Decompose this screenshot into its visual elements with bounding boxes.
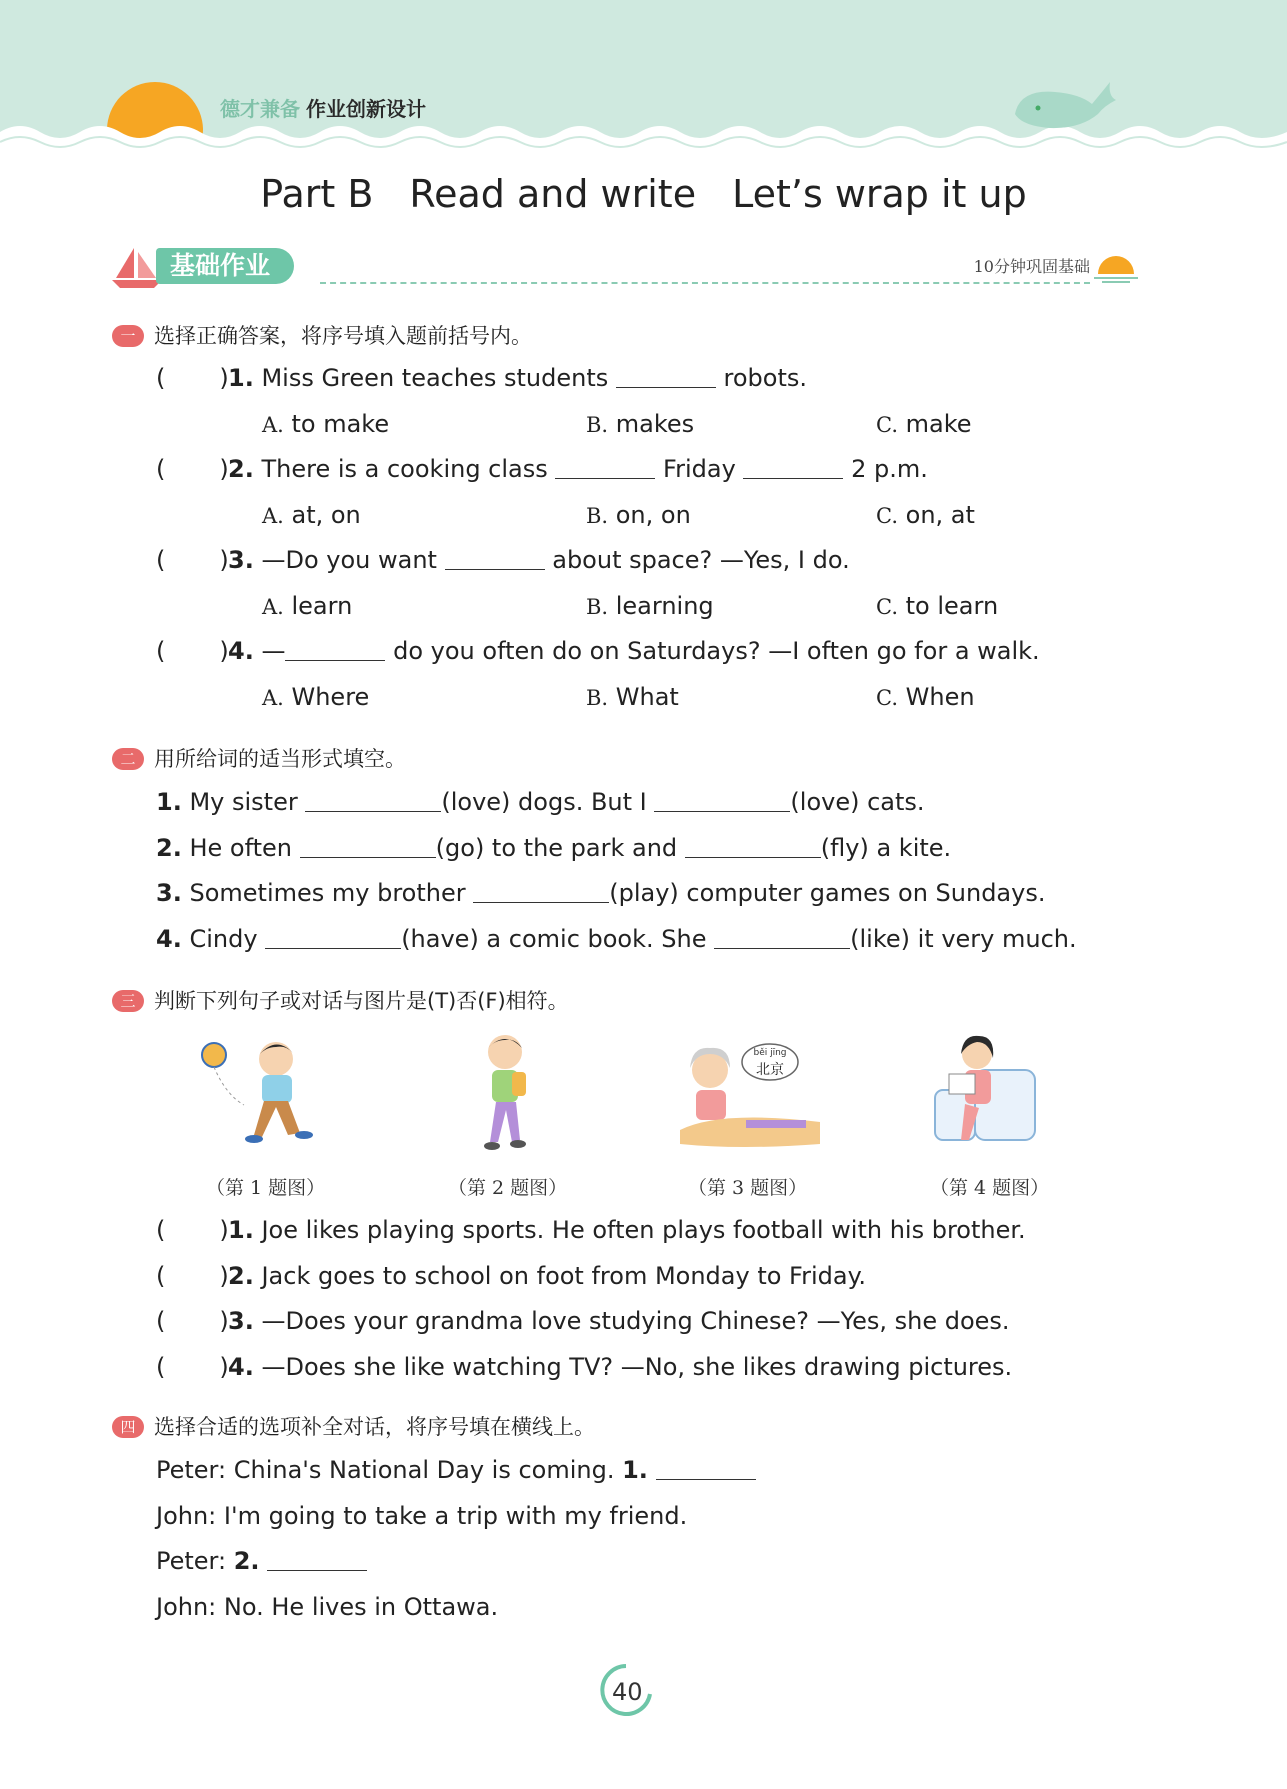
answer-bracket[interactable]: ( ): [156, 637, 229, 665]
answer-bracket[interactable]: ( ): [156, 546, 229, 574]
answer-blank[interactable]: [654, 789, 790, 812]
title-wrap-up: Let’s wrap it up: [732, 172, 1027, 216]
q2-item-4: 4. Cindy (have) a comic book. She (like) it very much.: [156, 925, 1077, 953]
q1-4-option-c: C. When: [876, 683, 975, 711]
answer-blank[interactable]: [305, 789, 441, 812]
answer-blank[interactable]: [685, 835, 821, 858]
q2-badge: 二: [112, 748, 144, 770]
caption-pic-4: （第 4 题图）: [930, 1177, 1050, 1199]
page-header: [0, 0, 1287, 150]
q1-4-option-b: B. What: [586, 683, 679, 711]
bubble-text: 北京: [756, 1062, 784, 1078]
q1-item-4: ( )4. — do you often do on Saturdays? —I often go for a walk.: [156, 637, 1040, 665]
q4-badge: 四: [112, 1416, 144, 1438]
answer-bracket[interactable]: ( ): [156, 1353, 229, 1381]
section-subtitle: 10分钟巩固基础: [973, 257, 1090, 276]
brand-dark: 作业创新设计: [306, 97, 426, 121]
q1-3-option-c: C. to learn: [876, 592, 999, 620]
picture-boy-playing-ball: [196, 1035, 336, 1155]
brand-green: 德才兼备: [220, 97, 300, 121]
q4-heading: [112, 1411, 595, 1441]
answer-blank[interactable]: [445, 547, 545, 570]
answer-blank[interactable]: [265, 926, 401, 949]
title-part: Part B: [260, 172, 374, 216]
q1-1-option-b: B. makes: [586, 410, 695, 438]
answer-blank[interactable]: [285, 638, 385, 661]
section-label: 基础作业: [156, 248, 294, 284]
sunset-icon: [1092, 250, 1140, 284]
q4-line-1: Peter: China's National Day is coming. 1.: [156, 1456, 756, 1484]
answer-bracket[interactable]: ( ): [156, 1307, 229, 1335]
q3-heading: [112, 985, 569, 1015]
q2-item-3: 3. Sometimes my brother (play) computer games on Sundays.: [156, 879, 1046, 907]
q3-item-3: ( )3. —Does your grandma love studying Chinese? —Yes, she does.: [156, 1307, 1010, 1335]
sailboat-icon: [112, 246, 162, 290]
answer-blank[interactable]: [473, 880, 609, 903]
q1-3-option-a: A. learn: [262, 592, 353, 620]
q1-2-option-b: B. on, on: [586, 501, 691, 529]
q4-instruction: 选择合适的选项补全对话，将序号填在横线上。: [154, 1415, 595, 1439]
page-title: [0, 172, 1287, 216]
q3-item-2: ( )2. Jack goes to school on foot from Monday to Friday.: [156, 1262, 866, 1290]
answer-bracket[interactable]: ( ): [156, 1216, 229, 1244]
caption-pic-2: （第 2 题图）: [448, 1177, 568, 1199]
q2-heading: [112, 743, 406, 773]
caption-pic-3: （第 3 题图）: [688, 1177, 808, 1199]
answer-blank[interactable]: [616, 365, 716, 388]
answer-bracket[interactable]: ( ): [156, 1262, 229, 1290]
brand-title: [220, 93, 426, 122]
q4-line-4: John: No. He lives in Ottawa.: [156, 1593, 499, 1621]
q3-instruction: 判断下列句子或对话与图片是(T)否(F)相符。: [154, 989, 569, 1013]
title-read-write: Read and write: [409, 172, 697, 216]
q1-item-1: ( )1. Miss Green teaches students robots.: [156, 364, 807, 392]
answer-bracket[interactable]: ( ): [156, 364, 229, 392]
answer-blank[interactable]: [267, 1548, 367, 1571]
page-number: 40: [612, 1678, 643, 1706]
q1-3-option-b: B. learning: [586, 592, 714, 620]
bubble-pinyin: běi jīng: [753, 1048, 787, 1058]
q1-heading: [112, 320, 532, 350]
q2-item-2: 2. He often (go) to the park and (fly) a kite.: [156, 834, 952, 862]
answer-blank[interactable]: [555, 456, 655, 479]
picture-boy-walking: [460, 1030, 550, 1155]
q1-instruction: 选择正确答案，将序号填入题前括号内。: [154, 324, 532, 348]
answer-blank[interactable]: [300, 835, 436, 858]
section-divider: [320, 282, 1090, 284]
picture-grandma-studying: [680, 1040, 830, 1155]
whale-icon: [1010, 74, 1120, 134]
q1-badge: 一: [112, 325, 144, 347]
answer-bracket[interactable]: ( ): [156, 455, 229, 483]
q3-item-1: ( )1. Joe likes playing sports. He often plays football with his brother.: [156, 1216, 1026, 1244]
q1-item-3: ( )3. —Do you want about space? —Yes, I do.: [156, 546, 850, 574]
section-banner: [110, 244, 1150, 292]
q4-line-3: Peter: 2.: [156, 1547, 367, 1575]
picture-girl-reading: [925, 1030, 1045, 1155]
q1-1-option-a: A. to make: [262, 410, 390, 438]
q1-item-2: ( )2. There is a cooking class Friday 2 p.m.: [156, 455, 928, 483]
q2-item-1: 1. My sister (love) dogs. But I (love) cats.: [156, 788, 925, 816]
q1-2-option-a: A. at, on: [262, 501, 361, 529]
answer-blank[interactable]: [743, 456, 843, 479]
caption-pic-1: （第 1 题图）: [206, 1177, 326, 1199]
answer-blank[interactable]: [714, 926, 850, 949]
answer-blank[interactable]: [656, 1457, 756, 1480]
q1-2-option-c: C. on, at: [876, 501, 975, 529]
q2-instruction: 用所给词的适当形式填空。: [154, 747, 406, 771]
q3-badge: 三: [112, 990, 144, 1012]
q1-1-option-c: C. make: [876, 410, 972, 438]
q3-item-4: ( )4. —Does she like watching TV? —No, she likes drawing pictures.: [156, 1353, 1013, 1381]
q4-line-2: John: I'm going to take a trip with my friend.: [156, 1502, 688, 1530]
q1-4-option-a: A. Where: [262, 683, 370, 711]
